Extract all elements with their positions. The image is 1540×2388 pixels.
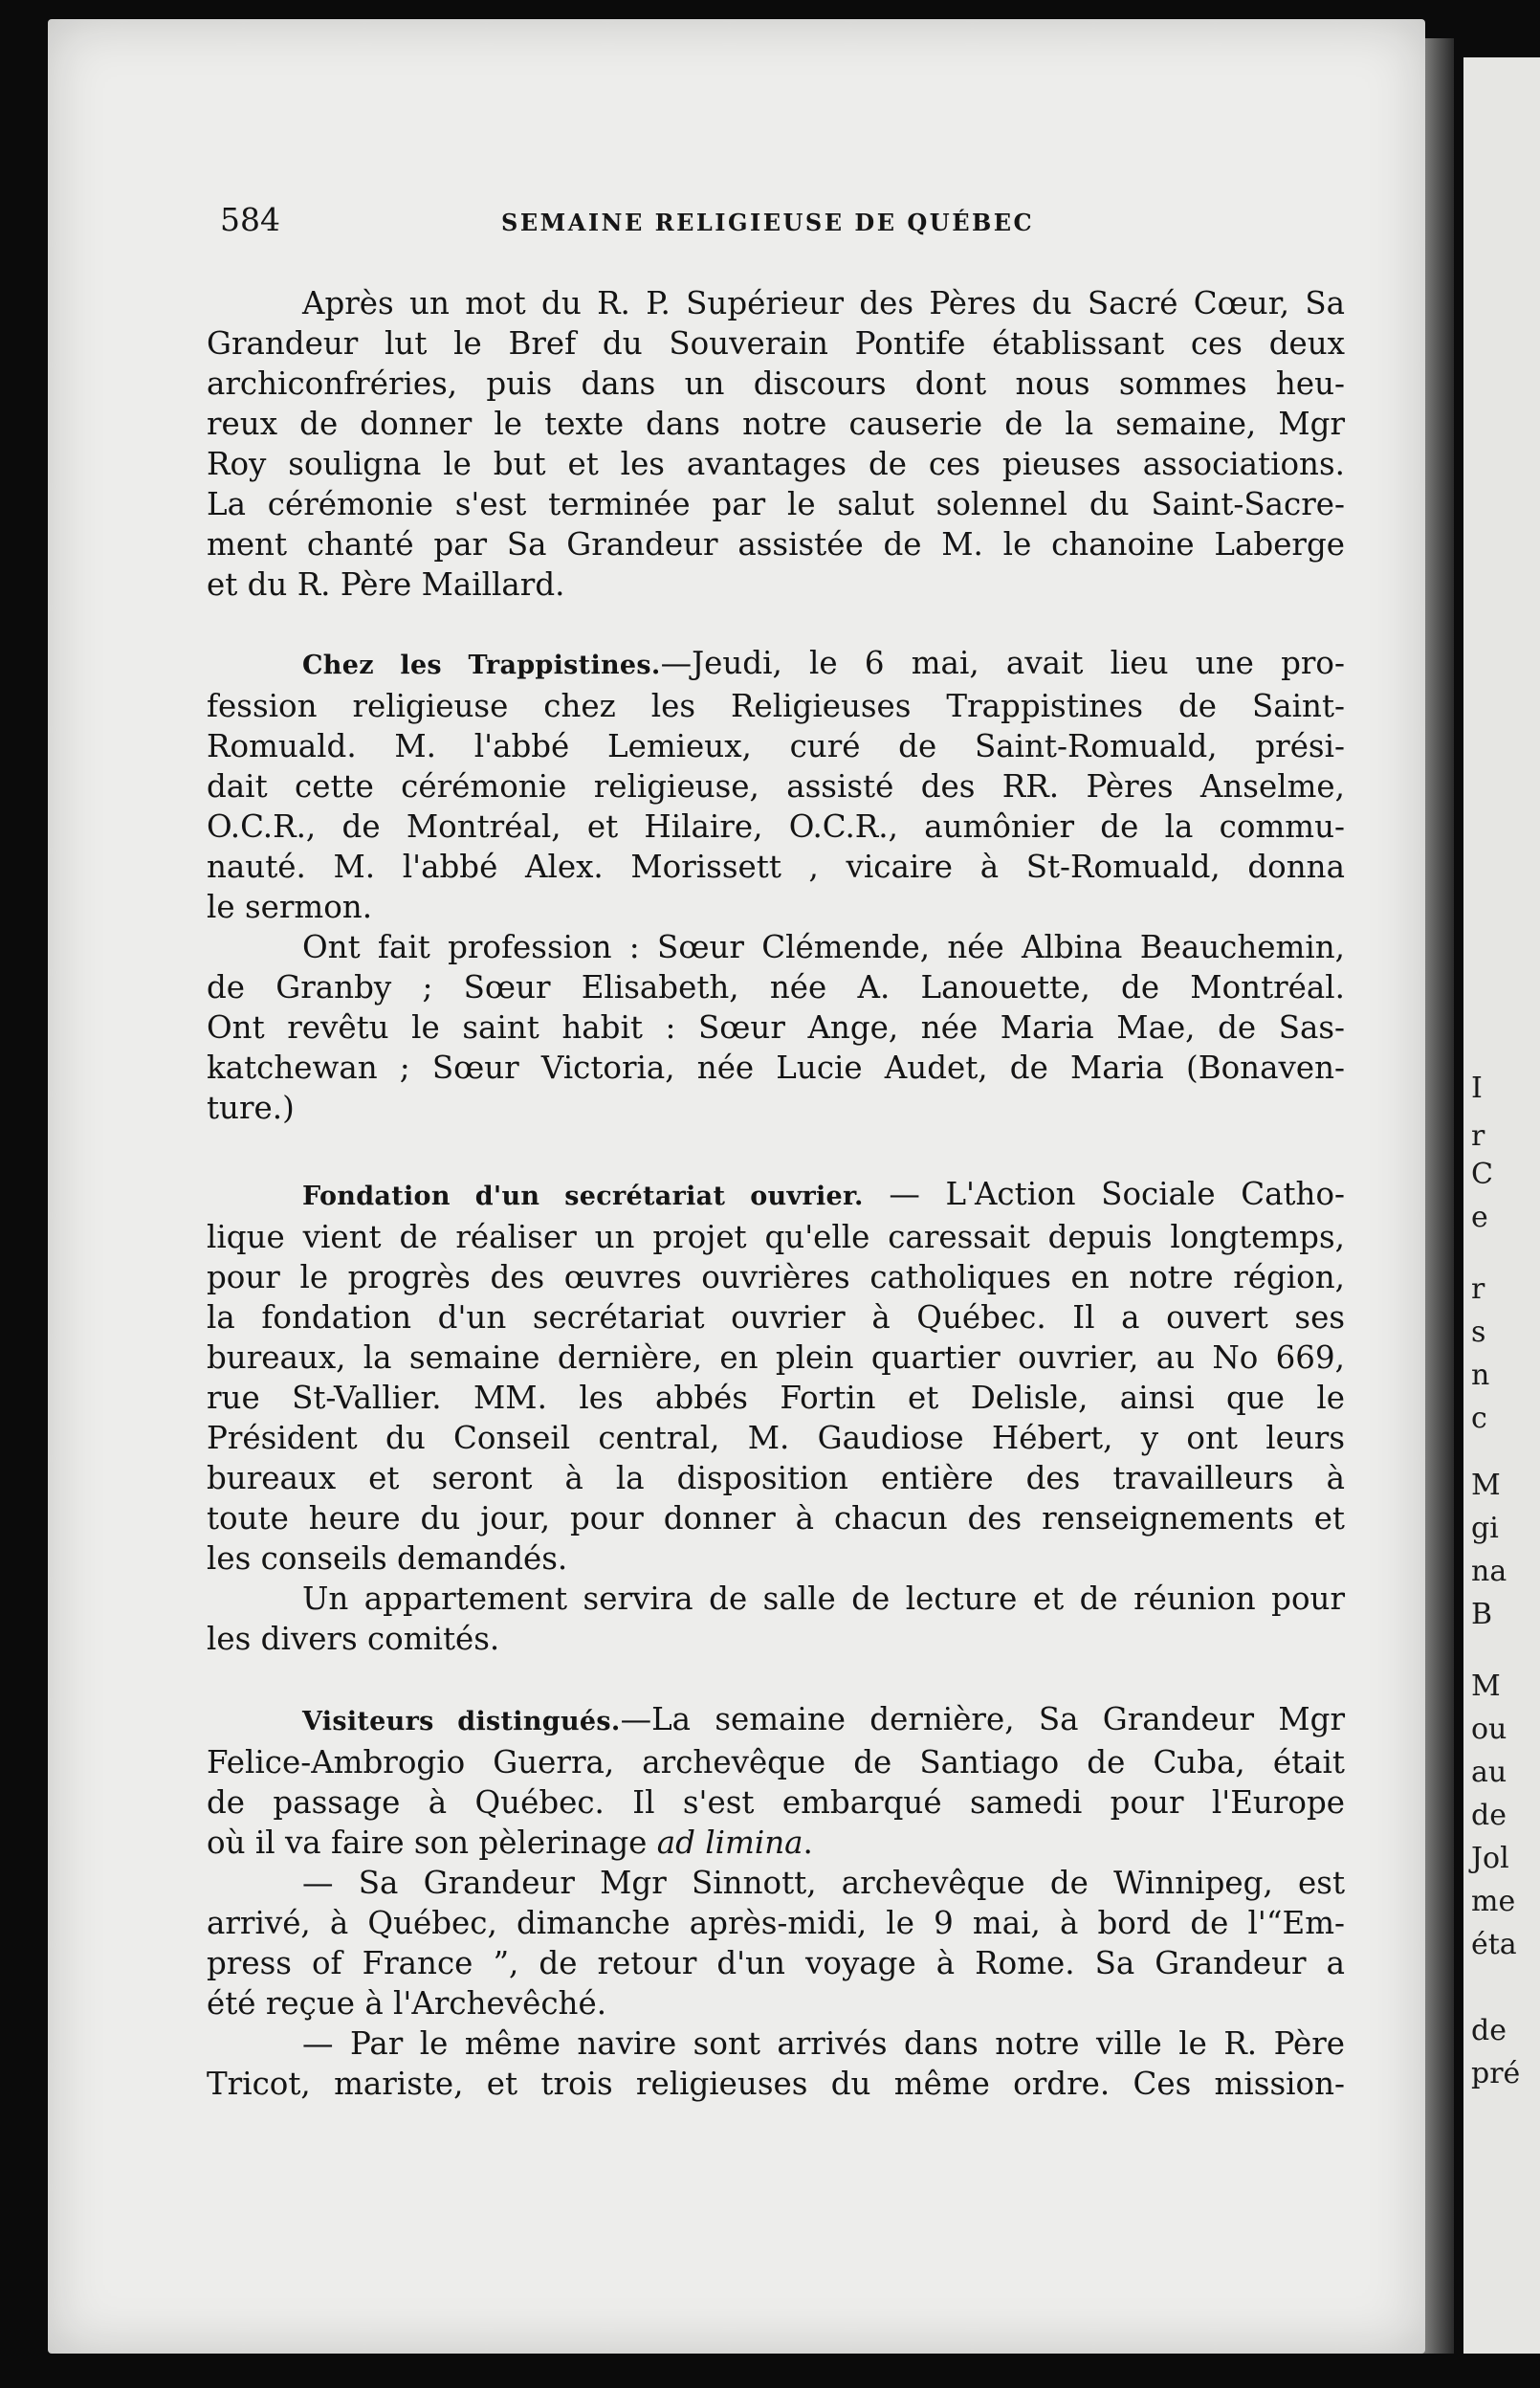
facing-page-fragment: e — [1471, 1201, 1488, 1234]
text-line: Romuald. M. l'abbé Lemieux, curé de Saint-Romuald, prési- — [207, 728, 1345, 764]
page-number: 584 — [220, 201, 280, 238]
text-line: Felice-Ambrogio Guerra, archevêque de Santiago de Cuba, était — [207, 1744, 1345, 1780]
facing-page-fragment: s — [1471, 1316, 1486, 1349]
text-line: la fondation d'un secrétariat ouvrier à Québec. Il a ouvert ses — [207, 1299, 1345, 1336]
text-line: dait cette cérémonie religieuse, assisté des RR. Pères Anselme, — [207, 768, 1345, 805]
facing-page-fragment: de — [1471, 2014, 1507, 2047]
facing-page-fragment: de — [1471, 1799, 1507, 1832]
section-heading: Visiteurs distingués. — [302, 1707, 621, 1736]
section-heading: Chez les Trappistines. — [302, 651, 661, 680]
text-line: Roy souligna le but et les avantages de ces pieuses associations. — [207, 446, 1345, 482]
facing-page-fragment: r — [1471, 1272, 1485, 1306]
facing-page-fragment: gi — [1471, 1512, 1499, 1545]
text-line: La cérémonie s'est terminée par le salut solennel du Saint-Sacre- — [207, 486, 1345, 522]
section-heading: Fondation d'un secrétariat ouvrier. — [302, 1182, 864, 1211]
page-header — [220, 201, 1339, 243]
text-line: — Par le même navire sont arrivés dans notre ville le R. Père — [302, 2025, 1345, 2062]
text-line: reux de donner le texte dans notre causerie de la semaine, Mgr — [207, 406, 1345, 442]
section-visiteurs — [207, 1699, 1345, 2104]
text-line: toute heure du jour, pour donner à chacun des renseignements et — [207, 1500, 1345, 1537]
facing-page-fragment: pré — [1471, 2057, 1521, 2090]
text-line: de Granby ; Sœur Elisabeth, née A. Lanouette, de Montréal. — [207, 969, 1345, 1006]
text-line: ture.) — [207, 1090, 295, 1126]
text-line: Tricot, mariste, et trois religieuses du même ordre. Ces mission- — [207, 2066, 1345, 2102]
facing-page-fragment: na — [1471, 1555, 1507, 1588]
text-line: le sermon. — [207, 889, 373, 925]
facing-page-fragment: n — [1471, 1359, 1490, 1392]
facing-page-fragment: au — [1471, 1756, 1507, 1789]
text-line: les conseils demandés. — [207, 1540, 568, 1577]
text-line: press of France ”, de retour d'un voyage à Rome. Sa Grandeur a — [207, 1945, 1345, 1981]
section-text — [207, 686, 1345, 927]
facing-page-fragment: r — [1471, 1119, 1485, 1153]
facing-page-edge — [1463, 57, 1540, 2354]
section-first-line: Fondation d'un secrétariat ouvrier. — L'Action Sociale Catho- — [302, 1176, 1345, 1212]
section-first-line: Chez les Trappistines.—Jeudi, le 6 mai, avait lieu une pro- — [302, 645, 1345, 681]
text-line: Grandeur lut le Bref du Souverain Pontife établissant ces deux — [207, 325, 1345, 362]
text-line: les divers comités. — [207, 1621, 500, 1657]
text-line: Ont fait profession : Sœur Clémende, née Albina Beauchemin, — [302, 929, 1345, 965]
facing-page-fragment: C — [1471, 1158, 1493, 1191]
facing-page-fragment: éta — [1471, 1928, 1517, 1961]
facing-page-fragment: ou — [1471, 1713, 1507, 1746]
text-line: ment chanté par Sa Grandeur assistée de M. le chanoine Laberge — [207, 526, 1345, 563]
text-line: arrivé, à Québec, dimanche après-midi, le 9 mai, à bord de l'“Em- — [207, 1905, 1345, 1941]
paragraph-ceremonie — [207, 283, 1345, 605]
facing-page-fragment: Jol — [1471, 1842, 1509, 1875]
text-line: Président du Conseil central, M. Gaudiose Hébert, y ont leurs — [207, 1420, 1345, 1456]
text-line: Après un mot du R. P. Supérieur des Pères du Sacré Cœur, Sa — [302, 285, 1345, 321]
facing-page-fragment: me — [1471, 1885, 1516, 1918]
section-text-appartement — [207, 1579, 1345, 1659]
section-trappistines — [207, 643, 1345, 1128]
section-first-line: Visiteurs distingués.—La semaine dernière, Sa Grandeur Mgr — [302, 1701, 1345, 1737]
facing-page-fragment: B — [1471, 1598, 1493, 1631]
article-body — [207, 283, 1345, 2104]
section-text-sinnott — [207, 1863, 1345, 2023]
text-line: de passage à Québec. Il s'est embarqué samedi pour l'Europe — [207, 1784, 1345, 1821]
text-line: fession religieuse chez les Religieuses Trappistines de Saint- — [207, 688, 1345, 724]
text-line: nauté. M. l'abbé Alex. Morissett , vicaire à St-Romuald, donna — [207, 849, 1345, 885]
facing-page-fragment: I — [1471, 1072, 1483, 1105]
section-text — [207, 1742, 1345, 1823]
text-line: archiconfréries, puis dans un discours dont nous sommes heu- — [207, 365, 1345, 402]
text-line: O.C.R., de Montréal, et Hilaire, O.C.R., aumônier de la commu- — [207, 808, 1345, 845]
text-line: bureaux, la semaine dernière, en plein quartier ouvrier, au No 669, — [207, 1339, 1345, 1376]
facing-page-fragment: M — [1471, 1669, 1501, 1703]
text-line: lique vient de réaliser un projet qu'elle caressait depuis longtemps, — [207, 1219, 1345, 1255]
text-line: pour le progrès des œuvres ouvrières catholiques en notre région, — [207, 1259, 1345, 1295]
text-line: Ont revêtu le saint habit : Sœur Ange, née Maria Mae, de Sas- — [207, 1009, 1345, 1046]
running-head: SEMAINE RELIGIEUSE DE QUÉBEC — [501, 209, 1035, 236]
section-text-tricot — [207, 2023, 1345, 2104]
facing-page-fragment: M — [1471, 1469, 1501, 1502]
text-line: Un appartement servira de salle de lecture et de réunion pour — [302, 1581, 1345, 1617]
text-line: — Sa Grandeur Mgr Sinnott, archevêque de Winnipeg, est — [302, 1865, 1345, 1901]
text-line: katchewan ; Sœur Victoria, née Lucie Audet, de Maria (Bonaven- — [207, 1050, 1345, 1086]
facing-page-fragment: c — [1471, 1402, 1487, 1435]
section-text-profession — [207, 927, 1345, 1128]
text-line: bureaux et seront à la disposition entière des travailleurs à — [207, 1460, 1345, 1496]
section-text — [207, 1217, 1345, 1579]
section-secretariat — [207, 1174, 1345, 1659]
text-line: rue St-Vallier. MM. les abbés Fortin et Delisle, ainsi que le — [207, 1380, 1345, 1416]
text-line: été reçue à l'Archevêché. — [207, 1985, 607, 2022]
latin-phrase: ad limina — [656, 1824, 803, 1861]
text-line: et du R. Père Maillard. — [207, 566, 565, 603]
section-line-limina: où il va faire son pèlerinage ad limina. — [207, 1824, 813, 1861]
